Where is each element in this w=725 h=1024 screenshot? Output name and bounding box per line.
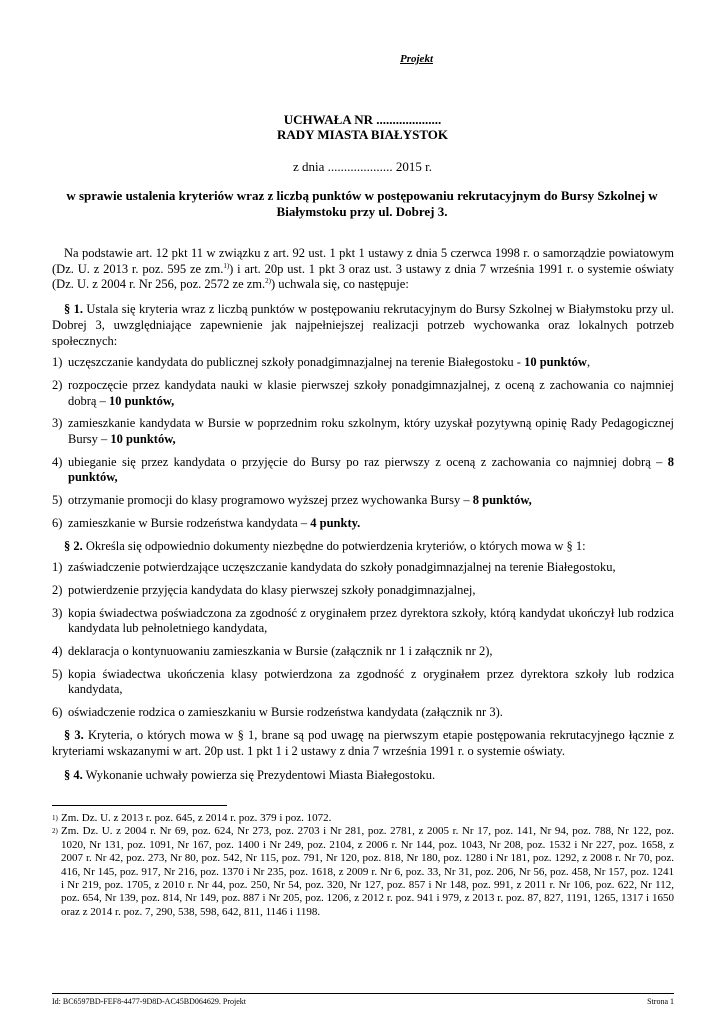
section-4-text: Wykonanie uchwały powierza się Prezydentowi Miasta Białegostoku. xyxy=(82,768,436,783)
criterion-points: 10 punktów, xyxy=(108,393,175,408)
list-item xyxy=(52,705,674,721)
section-1-list xyxy=(52,355,674,531)
list-item xyxy=(52,416,674,447)
footer-page-number: Strona 1 xyxy=(647,997,674,1006)
list-item-text: deklaracja o kontynuowaniu zamieszkania w Bursie (załącznik nr 1 i załącznik nr 2), xyxy=(68,644,493,659)
section-4 xyxy=(52,768,674,784)
preamble xyxy=(52,246,674,293)
list-item-number: 6) xyxy=(52,705,63,720)
list-item xyxy=(52,667,674,698)
list-item-text: potwierdzenie przyjęcia kandydata do klasy pierwszej szkoły ponadgimnazjalnej, xyxy=(68,582,476,597)
list-item-text xyxy=(68,355,674,371)
criterion-points: 8 punktów, xyxy=(68,454,674,485)
list-item-text xyxy=(68,416,674,447)
list-item xyxy=(52,606,674,637)
list-item-text xyxy=(68,378,674,409)
section-1-intro xyxy=(52,302,674,349)
list-item-number: 3) xyxy=(52,605,63,620)
list-item-number: 4) xyxy=(52,644,63,659)
section-3-label: § 3. xyxy=(64,727,84,742)
list-item-number: 1) xyxy=(52,355,63,370)
section-3 xyxy=(52,728,674,759)
criterion-text: uczęszczanie kandydata do publicznej szkoły ponadgimnazjalnej na terenie Białegostoku - xyxy=(68,355,525,370)
list-item-text: zaświadczenie potwierdzające uczęszczanie kandydata do szkoły ponadgimnazjalnej na terenie Białegostoku, xyxy=(68,560,616,575)
list-item-number: 3) xyxy=(52,416,63,431)
footnote xyxy=(52,812,674,825)
criterion-points: 10 punktów xyxy=(524,355,587,370)
list-item xyxy=(52,493,674,509)
footnote-mark: 1) xyxy=(52,814,58,822)
list-item-text: kopia świadectwa poświadczona za zgodność z oryginałem przez dyrektora szkoły, którą kandydat ukończył lub rodzica kandydata lub pełnoletniego kandydata, xyxy=(68,605,674,636)
preamble-part-2: ) i art. 20p ust. 1 pkt 3 oraz ust. 3 ustawy z dnia 7 września 1991 r. o systemie oświaty (Dz. U. z 2004 r. Nr 256, poz. 2572 ze zm. xyxy=(52,261,675,292)
section-2-label: § 2. xyxy=(64,538,83,553)
preamble-part-3: ) uchwala się, co następuje: xyxy=(271,277,409,292)
section-1-label: § 1. xyxy=(64,302,84,317)
list-item-text xyxy=(68,493,674,509)
footnote-ref-1: 1) xyxy=(223,261,230,270)
document-body xyxy=(52,246,674,784)
criterion-points: 8 punktów, xyxy=(472,493,532,508)
section-2-list xyxy=(52,560,674,721)
criterion-points: 10 punktów, xyxy=(110,432,176,447)
list-item-number: 5) xyxy=(52,666,63,681)
criterion-text: ubieganie się przez kandydata o przyjęcie do Bursy po raz pierwszy z oceną z zachowania co najmniej dobrą – xyxy=(68,454,668,469)
list-item xyxy=(52,583,674,599)
list-item xyxy=(52,355,674,371)
criterion-text: otrzymanie promocji do klasy programowo wyższej przez wychowanka Bursy – xyxy=(68,493,473,508)
projekt-label: Projekt xyxy=(400,53,433,65)
list-item-number: 2) xyxy=(52,582,63,597)
list-item xyxy=(52,644,674,660)
section-2-text: Określa się odpowiednio dokumenty niezbędne do potwierdzenia kryteriów, o których mowa w § 1: xyxy=(82,538,586,553)
footer-document-id: Id: BC6597BD-FEF8-4477-9D8D-AC45BD064629. Projekt xyxy=(52,997,247,1006)
preamble-part-1: Na podstawie art. 12 pkt 11 w związku z art. 92 ust. 1 pkt 1 ustawy z dnia 5 czerwca 1998 r. o samorządzie powiatowym (Dz. U. z 2013 r. poz. 595 ze zm. xyxy=(52,246,674,276)
list-item-number: 6) xyxy=(52,515,63,530)
footer-divider xyxy=(52,993,674,994)
footnote-text: Zm. Dz. U. z 2013 r. poz. 645, z 2014 r. poz. 379 i poz. 1072. xyxy=(61,812,332,824)
title-line-1: UCHWAŁA NR .................... xyxy=(283,112,442,127)
section-3-text: Kryteria, o których mowa w § 1, brane są pod uwagę na pierwszym etapie postępowania rekrutacyjnego łącznie z kryteriami wskazanymi w art. 20p ust. 1 pkt 1 i 2 ustawy z dnia 7 września 1991 r. o systemie oświaty. xyxy=(52,727,674,758)
criterion-text: zamieszkanie kandydata w Bursie w poprzednim roku szkolnym, który uzyskał pozytywną opinię Rady Pedagogicznej Bursy – xyxy=(68,416,674,447)
list-item-text: kopia świadectwa ukończenia klasy potwierdzona za zgodność z oryginałem przez dyrektora szkoły lub rodzica kandydata, xyxy=(68,666,674,697)
footnote-mark: 2) xyxy=(52,827,58,836)
list-item xyxy=(52,516,674,532)
list-item-text xyxy=(68,455,674,486)
resolution-title xyxy=(0,112,725,142)
list-item-number: 2) xyxy=(52,377,63,392)
footnote-ref-2: 2) xyxy=(265,277,271,286)
list-item-number: 4) xyxy=(52,454,63,469)
criterion-points: 4 punkty. xyxy=(310,515,361,530)
criterion-text: rozpoczęcie przez kandydata nauki w klasie pierwszej szkoły ponadgimnazjalnej, z oceną z zachowania co najmniej dobrą – xyxy=(68,377,674,408)
list-item-number: 1) xyxy=(52,560,63,575)
resolution-subject: w sprawie ustalenia kryteriów wraz z liczbą punktów w postępowaniu rekrutacyjnym do Bursy Szkolnej w Białymstoku przy ul. Dobrej 3. xyxy=(66,188,658,219)
section-2-intro xyxy=(52,539,674,555)
section-1-text: Ustala się kryteria wraz z liczbą punktów w postępowaniu rekrutacyjnym do Bursy Szkolnej w Białymstoku przy ul. Dobrej 3, uwzględniające zapewnienie jak najpełniejszej realizacji potrzeb wychowanka oraz lokalnych potrzeb społecznych: xyxy=(52,302,675,348)
footnote-divider xyxy=(52,805,227,806)
resolution-date: z dnia .................... 2015 r. xyxy=(292,159,432,174)
list-item xyxy=(52,455,674,486)
title-line-2: RADY MIASTA BIAŁYSTOK xyxy=(277,127,448,142)
footnotes xyxy=(52,812,674,919)
criterion-end: , xyxy=(586,355,591,370)
list-item xyxy=(52,560,674,576)
list-item xyxy=(52,378,674,409)
list-item-number: 5) xyxy=(52,493,63,508)
footnote-text: Zm. Dz. U. z 2004 r. Nr 69, poz. 624, Nr 273, poz. 2703 i Nr 281, poz. 2781, z 2005 r. Nr 17, poz. 141, Nr 94, poz. 788, Nr 122, poz. 1020, Nr 131, poz. 1091, Nr 167, poz. 1400 i Nr 249, poz. 2104, z 2006 r. Nr 144, poz. 1043, Nr 208, poz. 1532 i Nr 227, poz. 1658, z 2007 r. Nr 42, poz. 273, Nr 80, poz. 542, Nr 115, poz. 791, Nr 120, poz. 818, Nr 180, poz. 1280 i Nr 181, poz. 1292, z 2008 r. Nr 70, poz. 416, Nr 145, poz. 917, Nr 216, poz. 1370 i Nr 235, poz. 1618, z 2009 r. Nr 6, poz. 33, Nr 31, poz. 206, Nr 56, poz. 458, Nr 157, poz. 1241 i Nr 219, poz. 1705, z 2010 r. Nr 44, poz. 250, Nr 54, poz. 320, Nr 127, poz. 857 i Nr 148, poz. 991, z 2011 r. Nr 106, poz. 622, Nr 112, poz. 654, Nr 139, poz. 814, Nr 149, poz. 887 i Nr 205, poz. 1206, z 2012 r. poz. 941 i 979, z 2013 r. poz. 87, 827, 1191, 1265, 1317 i 1650 oraz z 2014 r. poz. 7, 290, 538, 598, 642, 811, 1146 i 1198. xyxy=(61,825,674,918)
criterion-text: zamieszkanie w Bursie rodzeństwa kandydata – xyxy=(68,515,311,530)
section-4-label: § 4. xyxy=(64,768,83,783)
footnote xyxy=(52,825,674,919)
list-item-text xyxy=(68,516,674,532)
list-item-text: oświadczenie rodzica o zamieszkaniu w Bursie rodzeństwa kandydata (załącznik nr 3). xyxy=(68,705,503,720)
